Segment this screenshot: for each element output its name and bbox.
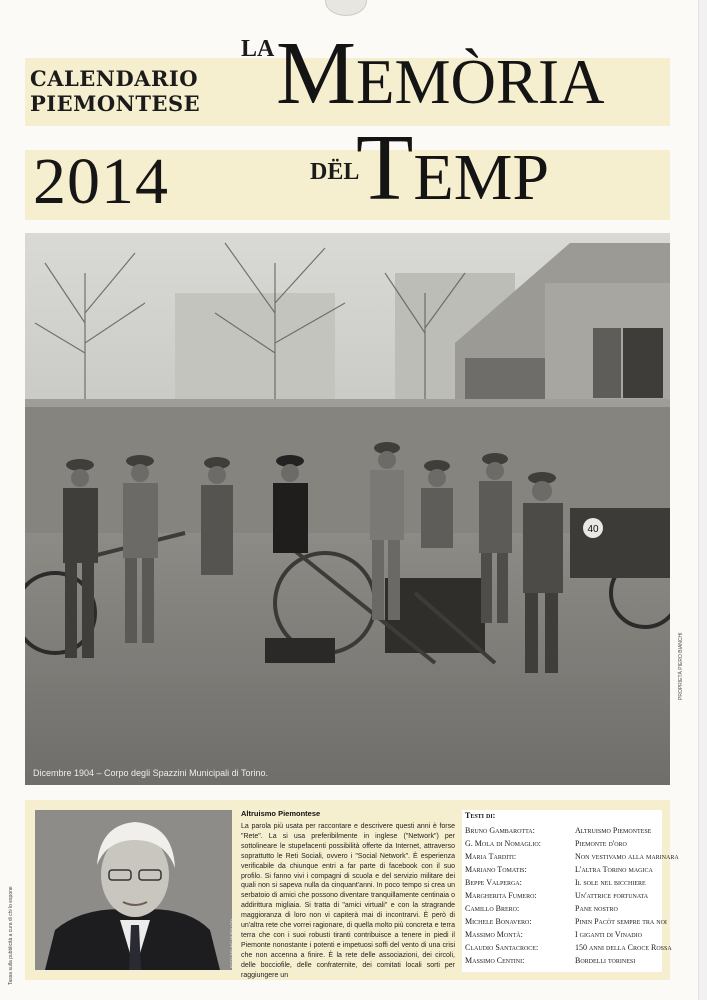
hanging-hole [325,0,367,16]
article-title: Altruismo Piemontese [241,809,321,818]
credit-text: Il sole nel bicchiere [575,878,646,887]
credit-text: Pinin Pacòt sempre tra noi [575,917,667,926]
historic-photo [25,233,670,785]
title-temp: Temp [356,116,550,220]
photo-credit: PROPRIETÀ PIERO BIANCHI [678,632,684,700]
credit-text: Bordelli torinesi [575,956,636,965]
calendar-label-line1: CALENDARIO [30,66,199,91]
article-body: La parola più usata per raccontare e descrivere questi anni è forse "Rete". La si usa preferibilmente in inglese ("Network") per sottolineare le stupefacenti possibilità offerte da Internet, attraverso soprattutto le Reti Sociali, ovvero i "Social Network". È esperienza verificabile da chiunque entri a far parte di facebook con il suo profilo. Si fanno vivi i compagni di scuola e del servizio militare dei quali non si sapeva nulla da cinquant'anni. In poco tempo si crea un serbatoio di amici che possono diventare tranquillamente centinaia o addirittura migliaia. Si tratta di "amici virtuali" e con la stragrande maggioranza di loro non vi capiterà mai di incontrarvi. È però di un'altra rete che vorrei ragionare, di quella molto più concreta e terra terra che con i suoi robusti tiranti contribuisce a tenere in piedi il Piemonte nonostante i potenti e impetuosi soffi del vento di una crisi che non accenna a finire. È la rete delle associazioni, dei circoli, delle bocciofile, delle confraternite, dei comitati locali sorti per raggiungere un [241,823,455,979]
calendar-label [30,66,200,116]
credit-text: Piemonte d'oro [575,839,627,848]
calendar-year: 2014 [33,145,169,218]
credit-author: Massimo Montà: [465,930,523,939]
calendar-label-line2: PIEMONTESE [30,91,201,116]
credit-text: Non vestivamo alla marinara [575,852,679,861]
credit-author: Claudio Santacroce: [465,943,539,952]
credit-author: Michele Bonavero: [465,917,532,926]
credit-author: Mariano Tomatis: [465,865,527,874]
advertising-tax-note: Tassa sulla pubblicità a cura di chi lo espone [8,886,14,985]
page-edge [698,0,707,1000]
credit-author: Maria Tarditi: [465,852,517,861]
author-portrait [35,810,232,970]
credit-author: Bruno Gambarotta: [465,826,535,835]
credit-author: Beppe Valperga: [465,878,522,887]
author-portrait-drawing [35,810,232,970]
credit-text: L'altra Torino magica [575,865,653,874]
credits-title: Testi di: [465,811,496,820]
cart-number: 40 [587,524,599,535]
credit-text: 150 anni della Croce Rossa [575,943,672,952]
photo-caption: Dicembre 1904 – Corpo degli Spazzini Municipali di Torino. [33,768,268,778]
credit-author: Camillo Brero: [465,904,520,913]
credit-author: Margherita Fumero: [465,891,537,900]
article [241,809,455,981]
credit-author: Massimo Centini: [465,956,525,965]
portrait-credit: FOTO BRUNO MURIALDO [229,919,234,968]
credit-author: G. Mola di Nomaglio: [465,839,541,848]
title-la: LA [241,36,275,62]
credit-text: Un'attrice fortunata [575,891,649,900]
title-del: dël [310,150,360,187]
credit-text: I giganti di Vinadio [575,930,642,939]
credit-text: Altruismo Piemontese [575,826,652,835]
credit-text: Pane nostro [575,904,618,913]
title-memoria: Memòria [276,24,605,123]
historic-photo-drawing [25,233,670,785]
